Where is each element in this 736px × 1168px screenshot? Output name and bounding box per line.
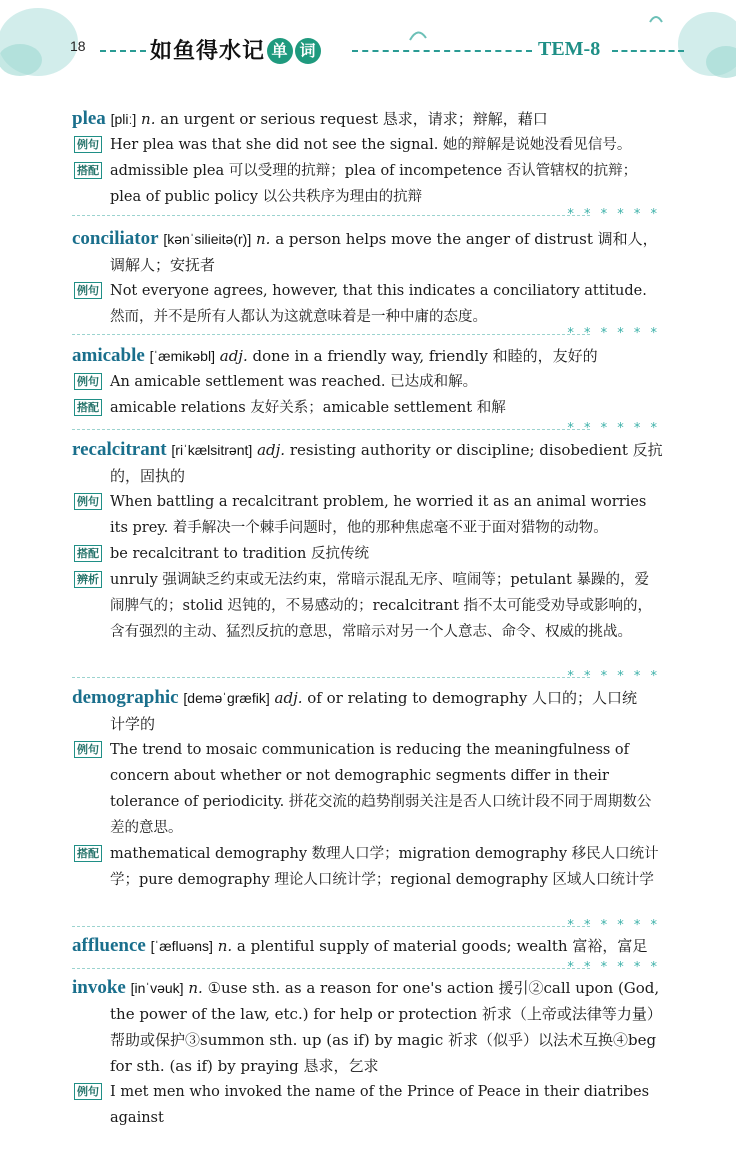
- pronunciation: [inˈvəuk]: [130, 980, 184, 996]
- entry-separator: [72, 421, 660, 437]
- collocation-tag: 搭配: [74, 162, 102, 179]
- part-of-speech: n.: [141, 110, 156, 128]
- definition-continued: 的，固执的: [110, 467, 186, 485]
- definition-continued: the power of the law, etc.) for help or protection 祈求（上帝或法律等力量）帮助或保护③summon sth. up (as if) by magic 祈求（似乎）以法术互换④beg for sth. (as if) by praying 恳求，乞求: [110, 1005, 662, 1075]
- pronunciation: [ˈæfluəns]: [150, 938, 213, 954]
- example-text: I met men who invoked the name of the Prince of Peace in their diatribes against: [110, 1084, 650, 1126]
- entry-head: [72, 975, 662, 1001]
- collocation-row: [72, 395, 662, 421]
- definition: ①use sth. as a reason for one's action 援引②call upon (God,: [207, 979, 660, 997]
- collocation-row: [72, 541, 662, 567]
- definition-continued: 调解人；安抚者: [110, 256, 216, 274]
- part-of-speech: n.: [217, 937, 233, 955]
- separator-stars: * * * * * *: [567, 326, 660, 341]
- example-row: [72, 737, 662, 841]
- series-title-text: 如鱼得水记: [150, 39, 266, 64]
- separator-stars: * * * * * *: [567, 960, 660, 975]
- collocation-row: [72, 158, 662, 210]
- header-rule-left: [100, 50, 146, 52]
- entry-head: [72, 226, 662, 252]
- separator-stars: * * * * * *: [567, 207, 660, 222]
- separator-stars: * * * * * *: [567, 918, 660, 933]
- example-row: [72, 1079, 662, 1131]
- title-badge-2: 词: [295, 38, 321, 64]
- header-rule-middle: [352, 50, 532, 52]
- entry-separator: [72, 669, 660, 685]
- pronunciation: [deməˈgræfik]: [183, 690, 270, 706]
- series-title: [150, 34, 321, 65]
- entry-conciliator: [72, 226, 662, 330]
- collocation-text: amicable relations 友好关系；amicable settlement 和解: [110, 400, 506, 416]
- entry-demographic: [72, 685, 662, 893]
- example-tag: 例句: [74, 136, 102, 153]
- example-tag: 例句: [74, 373, 102, 390]
- entry-separator: [72, 326, 660, 342]
- part-of-speech: adj.: [274, 689, 303, 707]
- distinction-tag: 辨析: [74, 571, 102, 588]
- collocation-text: mathematical demography 数理人口学；migration demography 移民人口统计学；pure demography 理论人口统计学；regional demography 区域人口统计学: [110, 846, 659, 888]
- headword: demographic: [72, 687, 179, 708]
- example-tag: 例句: [74, 741, 102, 758]
- definition: resisting authority or discipline; disobedient 反抗: [289, 441, 663, 459]
- collocation-tag: 搭配: [74, 399, 102, 416]
- separator-stars: * * * * * *: [567, 421, 660, 436]
- example-text: When battling a recalcitrant problem, he worried it as an animal worries its prey. 着手解决一个棘手问题时，他的那种焦虑毫不亚于面对猎物的动物。: [110, 494, 647, 536]
- definition: an urgent or serious request 恳求，请求；辩解，藉口: [160, 110, 548, 128]
- headword: plea: [72, 108, 106, 129]
- pronunciation: [ˈæmikəbl]: [149, 348, 215, 364]
- entry-invoke: [72, 975, 662, 1131]
- part-of-speech: n.: [188, 979, 203, 997]
- example-row: [72, 278, 662, 330]
- example-row: [72, 369, 662, 395]
- entry-plea: [72, 106, 662, 210]
- entry-amicable: [72, 343, 662, 421]
- collocation-text: admissible plea 可以受理的抗辩；plea of incompetence 否认管辖权的抗辩；plea of public policy 以公共秩序为理由的抗辩: [110, 163, 638, 205]
- part-of-speech: adj.: [219, 347, 248, 365]
- headword: conciliator: [72, 228, 159, 249]
- headword: affluence: [72, 935, 146, 956]
- entry-head: [72, 343, 662, 369]
- distinction-row: [72, 567, 662, 645]
- entry-recalcitrant: [72, 437, 662, 645]
- entry-affluence: [72, 933, 662, 959]
- pronunciation: [kənˈsilieitə(r)]: [163, 231, 252, 247]
- example-tag: 例句: [74, 282, 102, 299]
- entry-head: [72, 685, 662, 711]
- example-tag: 例句: [74, 1083, 102, 1100]
- header-rule-right: [612, 50, 684, 52]
- definition: of or relating to demography 人口的；人口统: [307, 689, 638, 707]
- example-text: Her plea was that she did not see the signal. 她的辩解是说她没看见信号。: [110, 137, 632, 153]
- part-of-speech: n.: [256, 230, 271, 248]
- example-tag: 例句: [74, 493, 102, 510]
- example-text: An amicable settlement was reached. 已达成和解。: [110, 374, 478, 390]
- pronunciation: [riˈkælsitrənt]: [171, 442, 253, 458]
- header-decoration: [0, 0, 736, 95]
- entry-head: [72, 106, 662, 132]
- definition: done in a friendly way, friendly 和睦的，友好的: [252, 347, 598, 365]
- example-text: Not everyone agrees, however, that this indicates a conciliatory attitude. 然而，并不是所有人都认为这就意味着是一种中庸的态度。: [110, 283, 647, 325]
- entry-separator: [72, 960, 660, 976]
- exam-label: TEM-8: [538, 38, 601, 60]
- entry-separator: [72, 918, 660, 934]
- example-text: The trend to mosaic communication is reducing the meaningfulness of concern about whether or not demographic segments differ in their tolerance of periodicity. 拼花交流的趋势削弱关注是否人口统计段不同于周期数公差的意思。: [110, 742, 652, 836]
- collocation-tag: 搭配: [74, 545, 102, 562]
- definition-continued: 计学的: [110, 715, 156, 733]
- title-badge-1: 单: [267, 38, 293, 64]
- headword: recalcitrant: [72, 439, 167, 460]
- collocation-text: be recalcitrant to tradition 反抗传统: [110, 546, 369, 562]
- pronunciation: [pliː]: [110, 111, 137, 127]
- headword: amicable: [72, 345, 145, 366]
- entry-separator: [72, 207, 660, 223]
- example-row: [72, 489, 662, 541]
- page-header: [0, 0, 736, 95]
- collocation-tag: 搭配: [74, 845, 102, 862]
- headword: invoke: [72, 977, 126, 998]
- entry-head: [72, 933, 662, 959]
- definition: a plentiful supply of material goods; wealth 富裕，富足: [236, 937, 648, 955]
- separator-stars: * * * * * *: [567, 669, 660, 684]
- part-of-speech: adj.: [257, 441, 286, 459]
- entry-head: [72, 437, 662, 463]
- collocation-row: [72, 841, 662, 893]
- page-number: 18: [70, 38, 86, 54]
- example-row: [72, 132, 662, 158]
- definition: a person helps move the anger of distrust 调和人，: [275, 230, 658, 248]
- distinction-text: unruly 强调缺乏约束或无法约束，常暗示混乱无序、喧闹等；petulant 暴躁的，爱闹脾气的；stolid 迟钝的，不易感动的；recalcitrant 指不太可能受劝导或影响的，含有强烈的主动、猛烈反抗的意思，常暗示对另一个人意志、命令、权威的挑战。: [110, 572, 653, 640]
